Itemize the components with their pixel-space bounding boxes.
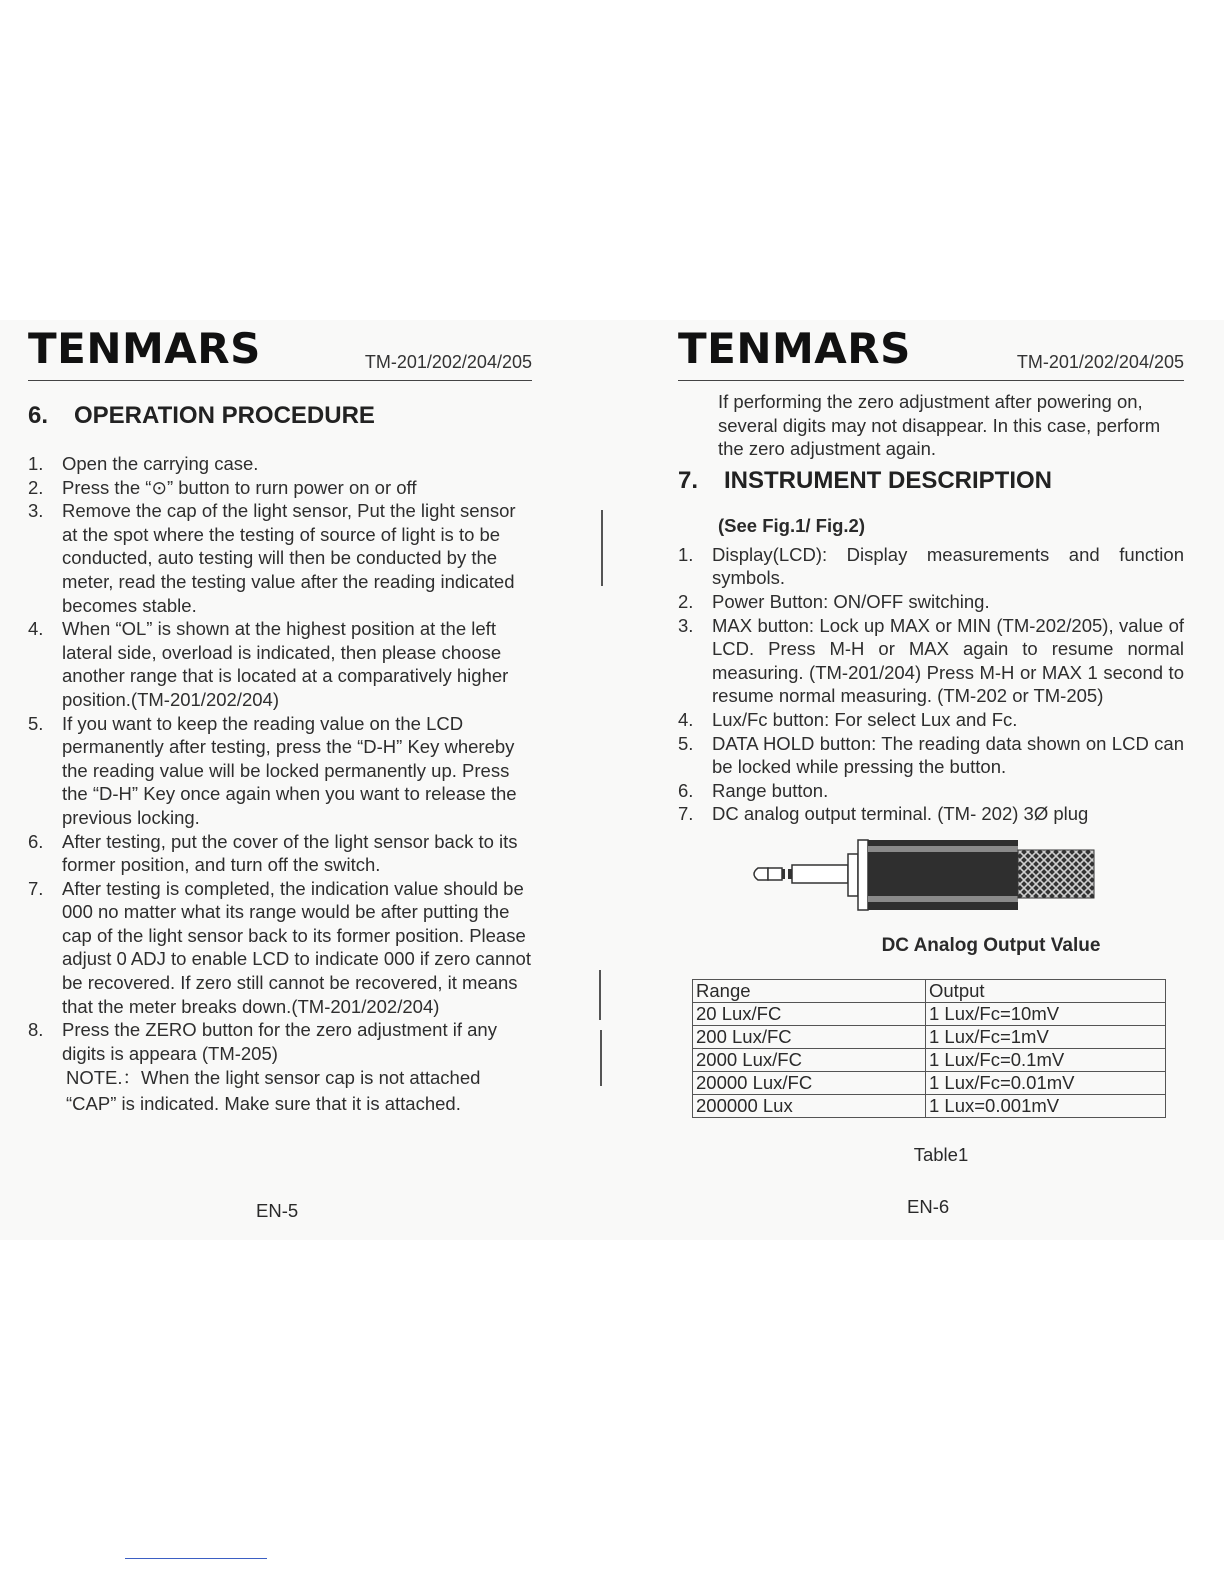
- column-header: Output: [926, 979, 1166, 1002]
- item-number: 4.: [28, 618, 44, 640]
- gutter-mark: [601, 510, 603, 586]
- table-cell: 200 Lux/FC: [693, 1025, 926, 1048]
- operation-steps: [28, 452, 532, 1065]
- section-title: INSTRUMENT DESCRIPTION: [724, 466, 1053, 494]
- item-text: After testing, put the cover of the light sensor back to its former position, and turn off the switch.: [62, 830, 518, 876]
- table-row: [693, 1094, 1166, 1117]
- list-item: [28, 712, 532, 830]
- page-number-left: EN-5: [256, 1200, 299, 1221]
- table-cell: 1 Lux/Fc=0.1mV: [926, 1048, 1166, 1071]
- list-item: [28, 877, 532, 1019]
- table-cell: 1 Lux/Fc=0.01mV: [926, 1071, 1166, 1094]
- item-number: 5.: [678, 732, 694, 754]
- item-number: 3.: [28, 500, 44, 522]
- table-header-row: [693, 979, 1166, 1002]
- continuation-text: If performing the zero adjustment after powering on, several digits may not disappear. In this case, perform the zero adjustment again.: [718, 391, 1161, 460]
- table-cell: 200000 Lux: [693, 1094, 926, 1117]
- item-number: 2.: [678, 590, 694, 612]
- item-text: Power Button: ON/OFF switching.: [712, 590, 990, 612]
- section-number: 7.: [678, 466, 699, 494]
- item-text: When “OL” is shown at the highest position at the left lateral side, overload is indicated, then please choose another range that is located at a comparatively higher position.(TM-201/202/204): [62, 618, 509, 710]
- table-cell: 1 Lux/Fc=10mV: [926, 1002, 1166, 1025]
- figure-reference: (See Fig.1/ Fig.2): [718, 514, 865, 536]
- item-text: If you want to keep the reading value on the LCD permanently after testing, press the “D-H” Key whereby the reading value will be locked permanently up. Press the “D-H” Key once again when you want to release the previous locking.: [62, 712, 517, 828]
- table-row: [693, 1048, 1166, 1071]
- right-page: [678, 320, 1184, 1166]
- list-item: [28, 830, 532, 877]
- item-number: 3.: [678, 614, 694, 636]
- item-number: 7.: [28, 877, 44, 899]
- table-cell: 1 Lux/Fc=1mV: [926, 1025, 1166, 1048]
- item-text: Remove the cap of the light sensor, Put the light sensor at the spot where the testing of source of light is to be conducted, auto testing will then be conducted by the meter, read the testing value after the reading indicated becomes stable.: [62, 500, 516, 616]
- item-text: Range button.: [712, 779, 829, 801]
- description-list: [678, 543, 1184, 826]
- table-row: [693, 1025, 1166, 1048]
- table-row: [693, 1071, 1166, 1094]
- section-heading: [678, 467, 1184, 495]
- left-page: [28, 320, 532, 1117]
- page-header: [678, 320, 1184, 382]
- item-text: Open the carrying case.: [62, 453, 259, 474]
- item-number: 4.: [678, 708, 694, 730]
- table-caption: Table1: [913, 1143, 969, 1165]
- section-title: OPERATION PROCEDURE: [74, 402, 375, 429]
- list-item: [28, 1018, 532, 1065]
- list-item: [28, 617, 532, 711]
- list-item: [28, 476, 532, 500]
- page-header: [28, 320, 532, 382]
- table-cell: 1 Lux=0.001mV: [926, 1094, 1166, 1117]
- section-heading: [28, 402, 532, 430]
- item-number: 6.: [678, 779, 694, 801]
- gutter-mark: [599, 970, 601, 1020]
- page-number-right: EN-6: [907, 1196, 950, 1217]
- item-text: After testing is completed, the indication value should be 000 no matter what its range would be after putting the cap of the light sensor back to its former position. Please adjust 0 ADJ to enable LCD to indicate 000 if zero cannot be recovered. If zero still cannot be recovered, it means that the meter breaks down.(TM-201/202/204): [62, 877, 531, 1017]
- item-number: 5.: [28, 712, 44, 734]
- list-item: [678, 614, 1184, 708]
- list-item: [678, 779, 1184, 803]
- list-item: [678, 732, 1184, 779]
- list-item: [678, 543, 1184, 590]
- manual-spread: [0, 320, 1224, 1240]
- item-text: Display(LCD): Display measurements and function symbols.: [712, 543, 1184, 589]
- list-item: [678, 590, 1184, 614]
- item-number: 7.: [678, 803, 694, 825]
- item-text: Press the “⊙” button to rurn power on or off: [62, 476, 417, 498]
- item-text: Lux/Fc button: For select Lux and Fc.: [712, 708, 1018, 730]
- list-item: [678, 708, 1184, 732]
- list-item: [28, 499, 532, 617]
- item-text: MAX button: Lock up MAX or MIN (TM-202/205), value of LCD. Press M-H or MAX again to resume normal measuring. (TM-201/204) Press M-H or MAX 1 second to resume normal measuring. (TM-202 or TM-205): [712, 614, 1184, 707]
- header-rule: [678, 380, 1184, 381]
- item-number: 1.: [28, 453, 44, 474]
- column-header: Range: [693, 979, 926, 1002]
- brand-logo: TENMARS: [678, 324, 911, 373]
- item-text: DATA HOLD button: The reading data shown on LCD can be locked while pressing the button.: [712, 732, 1184, 778]
- plug-illustration: [748, 836, 1098, 916]
- output-table: [692, 979, 1166, 1118]
- table-cell: 20 Lux/FC: [693, 1002, 926, 1025]
- item-number: 1.: [678, 543, 694, 565]
- table-title: DC Analog Output Value: [881, 934, 1101, 956]
- table-cell: 2000 Lux/FC: [693, 1048, 926, 1071]
- header-rule: [28, 380, 532, 381]
- note-text: NOTE.：When the light sensor cap is not attached “CAP” is indicated. Make sure that it is attached.: [66, 1067, 481, 1115]
- model-number: TM-201/202/204/205: [364, 352, 532, 372]
- brand-logo: TENMARS: [28, 324, 261, 373]
- list-item: [28, 452, 532, 476]
- item-text: Press the ZERO button for the zero adjustment if any digits is appeara (TM-205): [62, 1019, 497, 1064]
- section-number: 6.: [28, 402, 49, 429]
- list-item: [678, 802, 1184, 826]
- item-number: 6.: [28, 830, 44, 852]
- table-row: [693, 1002, 1166, 1025]
- model-number: TM-201/202/204/205: [1016, 352, 1184, 372]
- gutter-mark: [600, 1030, 602, 1086]
- item-number: 8.: [28, 1019, 44, 1041]
- table-cell: 20000 Lux/FC: [693, 1071, 926, 1094]
- item-number: 2.: [28, 476, 44, 498]
- item-text: DC analog output terminal. (TM- 202) 3Ø plug: [712, 803, 1089, 825]
- blue-underline: [125, 1558, 267, 1559]
